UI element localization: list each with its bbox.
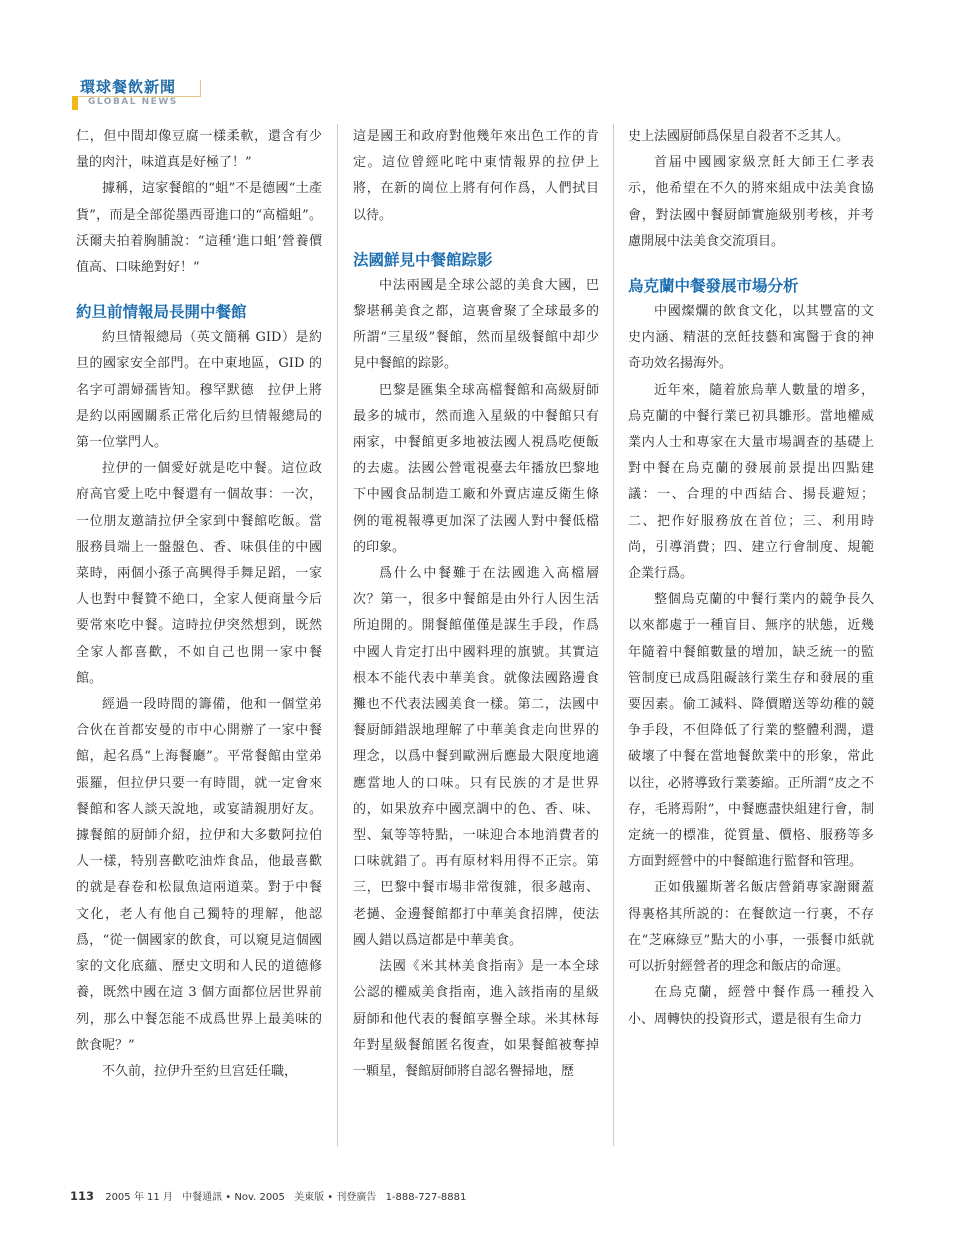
page-number: 113 bbox=[70, 1189, 95, 1203]
page-footer bbox=[70, 1188, 472, 1203]
paragraph: 約旦情報總局（英文簡稱 GID）是約旦的國家安全部門。在中東地區，GID 的名字可謂婦孺皆知。穆罕默德 拉伊上將是約以兩國關系正常化后約旦情報總局的第一位掌門人。 bbox=[76, 330, 322, 451]
column-divider-2 bbox=[613, 124, 614, 1146]
footer-date: 2005 年 11 月 bbox=[105, 1192, 173, 1203]
masthead-title: 環球餐飲新聞 bbox=[80, 78, 177, 96]
paragraph: 拉伊的一個愛好就是吃中餐。這位政府高官愛上吃中餐還有一個故事：一次，一位朋友邀請拉伊全家到中餐館吃飯。當服務員端上一盤盤色、香、味俱佳的中國菜時，兩個小孫子高興得手舞足蹈，一家人也對中餐贊不絶口，全家人便商量今后要常來吃中餐。這時拉伊突然想到，既然全家人都喜歡，不如自己也開一家中餐館。 bbox=[76, 461, 322, 686]
paragraph: 正如俄羅斯著名飯店營銷專家謝爾蓋 得裏格其所説的：在餐飲這一行裏，不存在“芝麻綠豆”點大的小事，一張餐巾紙就可以折射經營者的理念和飯店的命運。 bbox=[628, 880, 888, 975]
paragraph: 爲什么中餐難于在法國進入高檔層次？第一，很多中餐館是由外行人因生活所迫開的。開餐館僅僅是謀生手段，作爲中國人肯定打出中國料理的旗號。其實這根本不能代表中華美食。就像法國路邊食攤也不代表法國美食一樣。第二，法國中餐厨師錯誤地理解了中華美食走向世界的理念，以爲中餐到歐洲后應最大限度地適應當地人的口味。只有民族的才是世界的，如果放弃中國烹調中的色、香、味、型、氣等等特點，一味迎合本地消費者的口味就錯了。再有原材料用得不正宗。第三，巴黎中餐市場非常復雜，很多越南、老撾、金邊餐館都打中華美食招牌，使法國人錯以爲這都是中華美食。 bbox=[353, 566, 599, 948]
paragraph: 經過一段時間的籌備，他和一個堂弟合伙在首都安曼的市中心開辦了一家中餐館，起名爲“上海餐廳”。平常餐館由堂弟張羅，但拉伊只要一有時間，就一定會來餐館和客人談天說地，或宴請親朋好友。據餐館的厨師介紹，拉伊和大多數阿拉伯人一樣，特别喜歡吃油炸食品，他最喜歡的就是春卷和松鼠魚這兩道菜。對于中餐文化，老人有他自己獨特的理解，他認爲，“從一個國家的飲食，可以窺見這個國家的文化底蘊、歷史文明和人民的道德修養，既然中國在這 3 個方面都位居世界前列，那么中餐怎能不成爲世界上最美味的飲食呢？” bbox=[76, 697, 322, 1053]
column-1 bbox=[76, 124, 322, 1152]
paragraph: 巴黎是匯集全球高檔餐館和高級厨師最多的城市，然而進入星級的中餐館只有兩家，中餐館更多地被法國人視爲吃便飯的去處。法國公營電視臺去年播放巴黎地下中國食品制造工廠和外賣店違反衛生條例的電視報導更加深了法國人對中餐低檔的印象。 bbox=[353, 382, 599, 555]
masthead-subtitle: GLOBAL NEWS bbox=[88, 97, 178, 107]
section-heading-france: 法國鮮見中餐館踪影 bbox=[353, 250, 493, 269]
column-2 bbox=[353, 124, 599, 1152]
paragraph: 法國《米其林美食指南》是一本全球公認的權威美食指南，進入該指南的星級厨師和他代表的餐館享譽全球。米其林每年對星級餐館匿名復查，如果餐館被奪掉一顆星，餐館厨師將自認名譽掃地，歷 bbox=[353, 959, 599, 1079]
footer-phone: 1-888-727-8881 bbox=[385, 1192, 467, 1203]
footer-edition: 美東版 • 刊登廣告 bbox=[294, 1192, 377, 1203]
paragraph: 中國燦爛的飲食文化，以其豐富的文史内涵、精湛的烹飪技藝和寓醫于食的神奇功效名揚海外。 bbox=[628, 304, 874, 372]
masthead-accent-bar bbox=[72, 96, 78, 110]
masthead bbox=[72, 76, 200, 110]
column-3 bbox=[628, 124, 888, 1152]
paragraph: 整個烏克蘭的中餐行業内的競争長久以來都處于一種盲目、無序的狀態，近幾年隨着中餐館數量的增加，缺乏統一的監管制度已成爲阻礙該行業生存和發展的重要因素。偷工減料、降價贈送等幼稚的競争手段，不但降低了行業的整體利潤，還破壞了中餐在當地餐飲業中的形象，常此以往，必將導致行業萎縮。正所謂“皮之不存，毛將焉附”，中餐應盡快組建行會，制定統一的標准，從質量、價格、服務等多方面對經營中的中餐館進行監督和管理。 bbox=[628, 592, 874, 870]
paragraph: 這是國王和政府對他幾年來出色工作的肯定。這位曾經叱咤中東情報界的拉伊上將，在新的崗位上將有何作爲，人們拭目以待。 bbox=[353, 129, 599, 223]
paragraph: 史上法國厨師爲保星自殺者不乏其人。 bbox=[628, 129, 850, 144]
section-heading-jordan: 約旦前情報局長開中餐館 bbox=[76, 303, 247, 322]
section-heading-ukraine: 烏克蘭中餐發展市場分析 bbox=[628, 277, 799, 296]
paragraph: 近年來，隨着旅烏華人數量的增多，烏克蘭的中餐行業已初具雛形。當地權威業内人士和專家在大量市場調查的基礎上對中餐在烏克蘭的發展前景提出四點建議：一、合理的中西結合、揚長避短；二、把作好服務放在首位；三、利用時尚，引導消費；四、建立行會制度、規範企業行爲。 bbox=[628, 382, 874, 582]
paragraph: 仁，但中間却像豆腐一樣柔軟，還含有少量的肉汁，味道真是好極了！” bbox=[76, 129, 322, 171]
paragraph: 據稱，這家餐館的“蛆”不是德國“土產貨”，而是全部從墨西哥進口的“高檔蛆”。沃爾夫拍着胸脯說：“這種‘進口蛆’營養價值高、口味絶對好！” bbox=[76, 181, 322, 276]
column-divider-1 bbox=[337, 124, 338, 1146]
paragraph: 中法兩國是全球公認的美食大國，巴黎堪稱美食之都，這裏會聚了全球最多的所謂“三星级”餐館，然而星级餐館中却少見中餐館的踪影。 bbox=[353, 277, 599, 372]
paragraph: 首届中國國家級烹飪大師王仁孝表示，他希望在不久的將來組成中法美食協會，對法國中餐厨師實施級别考核，并考慮開展中法美食交流項目。 bbox=[628, 155, 874, 249]
footer-magazine: 中餐通訊 • Nov. 2005 bbox=[182, 1192, 285, 1203]
paragraph: 不久前，拉伊升至約旦宫廷任職， bbox=[102, 1063, 298, 1079]
paragraph: 在烏克蘭，經營中餐作爲一種投入小、周轉快的投資形式，還是很有生命力 bbox=[628, 985, 874, 1027]
